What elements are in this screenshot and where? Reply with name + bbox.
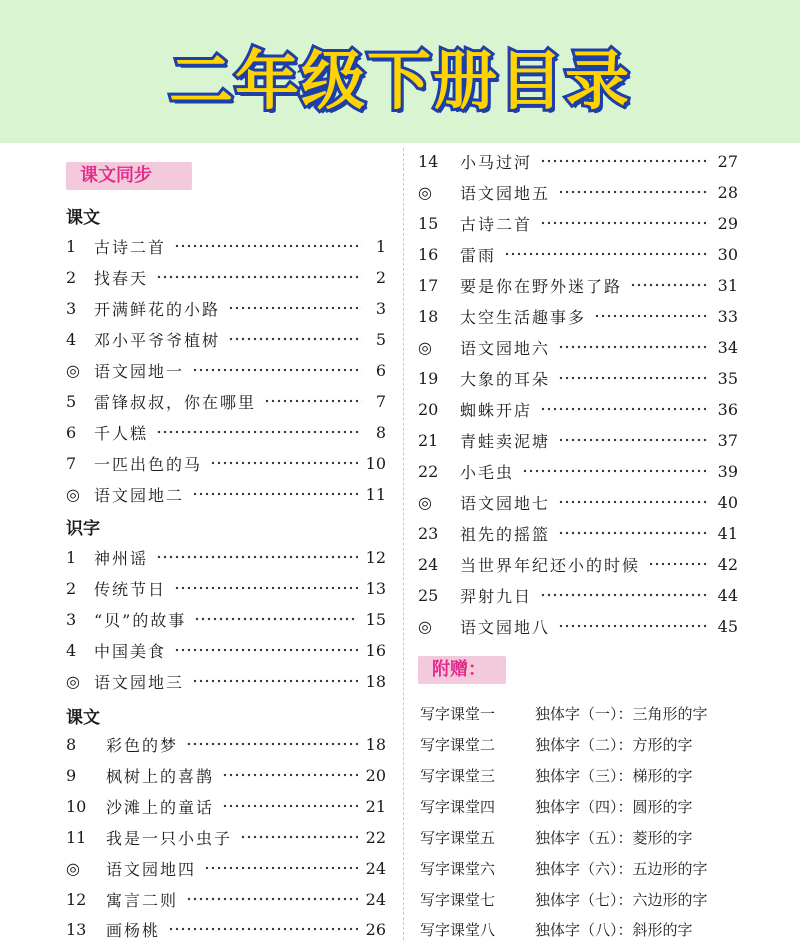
toc-row[interactable] xyxy=(418,458,738,484)
lesson-title: 画杨桃 xyxy=(106,920,161,940)
bonus-desc: 独体字（八）：斜形的字 xyxy=(535,920,693,939)
column-divider xyxy=(403,148,404,940)
leader-dots xyxy=(192,679,358,683)
bonus-desc: 独体字（一）：三角形的字 xyxy=(535,704,708,723)
leader-dots xyxy=(630,283,710,287)
page-number: 6 xyxy=(375,360,386,380)
toc-row[interactable] xyxy=(418,551,738,577)
page-number: 11 xyxy=(365,484,386,504)
leader-dots xyxy=(194,617,357,621)
toc-row[interactable] xyxy=(66,357,386,383)
toc-row[interactable] xyxy=(66,824,386,850)
lesson-title: 要是你在野外迷了路 xyxy=(460,276,623,296)
bonus-lesson: 写字课堂二 xyxy=(420,735,496,754)
page-number: 5 xyxy=(375,329,386,349)
lesson-title: 青蛙卖泥塘 xyxy=(460,431,551,451)
section-heading-kewen-1: 课文 xyxy=(66,208,100,228)
page-number: 34 xyxy=(717,337,738,357)
lesson-number: 23 xyxy=(418,523,439,543)
lesson-title: 邓小平爷爷植树 xyxy=(94,330,221,350)
lesson-number: ◎ xyxy=(418,492,432,512)
toc-row[interactable] xyxy=(418,582,738,608)
page-number: 24 xyxy=(365,889,386,909)
toc-row[interactable] xyxy=(66,481,386,507)
leader-dots xyxy=(540,407,710,411)
bonus-lesson: 写字课堂五 xyxy=(420,828,496,847)
leader-dots xyxy=(240,835,358,839)
lesson-number: ◎ xyxy=(418,337,432,357)
page-number: 22 xyxy=(365,827,386,847)
section-heading-shizi: 识字 xyxy=(66,519,100,539)
toc-row[interactable] xyxy=(66,886,386,912)
bonus-row[interactable] xyxy=(420,824,693,850)
lesson-number: 20 xyxy=(418,399,439,419)
leader-dots xyxy=(228,337,362,341)
lesson-title: 语文园地三 xyxy=(94,672,185,692)
toc-row[interactable] xyxy=(418,179,738,205)
lesson-number: 3 xyxy=(66,609,77,629)
bonus-desc: 独体字（四）：圆形的字 xyxy=(535,797,693,816)
lesson-title: 祖先的摇篮 xyxy=(460,524,551,544)
lesson-number: ◎ xyxy=(418,182,432,202)
bonus-row[interactable] xyxy=(420,855,708,881)
bonus-desc: 独体字（三）：梯形的字 xyxy=(535,766,693,785)
bonus-lesson: 写字课堂八 xyxy=(420,920,496,939)
toc-row[interactable] xyxy=(418,148,738,174)
page-number: 16 xyxy=(365,640,386,660)
page-number: 44 xyxy=(717,585,738,605)
section-heading-kewen-2: 课文 xyxy=(66,708,100,728)
page-number: 8 xyxy=(375,422,386,442)
lesson-title: 蜘蛛开店 xyxy=(460,400,533,420)
toc-row[interactable] xyxy=(418,210,738,236)
toc-row[interactable] xyxy=(66,731,386,757)
page-number: 39 xyxy=(717,461,738,481)
lesson-title: 传统节日 xyxy=(94,579,167,599)
page-number: 30 xyxy=(717,244,738,264)
lesson-number: 7 xyxy=(66,453,77,473)
leader-dots xyxy=(558,531,710,535)
lesson-number: ◎ xyxy=(66,858,80,878)
lesson-number: 2 xyxy=(66,578,77,598)
section-badge-sync: 课文同步 xyxy=(66,162,192,190)
bonus-desc: 独体字（六）：五边形的字 xyxy=(535,859,708,878)
toc-row[interactable] xyxy=(418,334,738,360)
toc-row[interactable] xyxy=(418,520,738,546)
toc-row[interactable] xyxy=(66,606,386,632)
lesson-title: 千人糕 xyxy=(94,423,149,443)
toc-row[interactable] xyxy=(66,668,386,694)
leader-dots xyxy=(264,399,362,403)
lesson-number: 19 xyxy=(418,368,439,388)
bonus-lesson: 写字课堂一 xyxy=(420,704,496,723)
lesson-title: 寓言二则 xyxy=(106,890,179,910)
page-number: 15 xyxy=(365,609,386,629)
lesson-number: 11 xyxy=(66,827,87,847)
lesson-title: 语文园地八 xyxy=(460,617,551,637)
lesson-number: 17 xyxy=(418,275,439,295)
bonus-lesson: 写字课堂七 xyxy=(420,890,496,909)
lesson-title: 中国美食 xyxy=(94,641,167,661)
toc-row[interactable] xyxy=(418,365,738,391)
leader-dots xyxy=(558,190,710,194)
page-number: 21 xyxy=(365,796,386,816)
leader-dots xyxy=(504,252,710,256)
leader-dots xyxy=(168,927,358,931)
lesson-title: 语文园地五 xyxy=(460,183,551,203)
lesson-title: 古诗二首 xyxy=(94,237,167,257)
page-number: 3 xyxy=(375,298,386,318)
lesson-title: 一匹出色的马 xyxy=(94,454,203,474)
page-number: 31 xyxy=(717,275,738,295)
toc-row[interactable] xyxy=(418,272,738,298)
lesson-title: 语文园地二 xyxy=(94,485,185,505)
bonus-lesson: 写字课堂六 xyxy=(420,859,496,878)
page-number: 12 xyxy=(365,547,386,567)
lesson-number: 22 xyxy=(418,461,439,481)
page-number: 24 xyxy=(365,858,386,878)
lesson-title: 沙滩上的童话 xyxy=(106,797,215,817)
toc-row[interactable] xyxy=(418,396,738,422)
lesson-number: 18 xyxy=(418,306,439,326)
leader-dots xyxy=(222,804,358,808)
lesson-number: 9 xyxy=(66,765,77,785)
lesson-title: 语文园地七 xyxy=(460,493,551,513)
lesson-number: 16 xyxy=(418,244,439,264)
leader-dots xyxy=(540,159,710,163)
lesson-title: 小马过河 xyxy=(460,152,533,172)
bonus-desc: 独体字（二）：方形的字 xyxy=(535,735,693,754)
toc-row[interactable] xyxy=(66,575,386,601)
lesson-title: 当世界年纪还小的时候 xyxy=(460,555,641,575)
bonus-desc: 独体字（七）：六边形的字 xyxy=(535,890,708,909)
lesson-title: “贝”的故事 xyxy=(94,610,187,630)
lesson-number: 13 xyxy=(66,919,87,939)
toc-row[interactable] xyxy=(66,793,386,819)
toc-row[interactable] xyxy=(66,326,386,352)
toc-row[interactable] xyxy=(66,419,386,445)
bonus-row[interactable] xyxy=(420,731,693,757)
lesson-title: 语文园地六 xyxy=(460,338,551,358)
toc-row[interactable] xyxy=(418,241,738,267)
leader-dots xyxy=(186,897,358,901)
page-number: 37 xyxy=(717,430,738,450)
toc-row[interactable] xyxy=(66,916,386,942)
leader-dots xyxy=(174,586,358,590)
page-number: 7 xyxy=(375,391,386,411)
leader-dots xyxy=(558,345,710,349)
lesson-title: 开满鲜花的小路 xyxy=(94,299,221,319)
toc-row[interactable] xyxy=(66,855,386,881)
leader-dots xyxy=(156,555,358,559)
leader-dots xyxy=(222,773,358,777)
page-number: 20 xyxy=(365,765,386,785)
lesson-title: 古诗二首 xyxy=(460,214,533,234)
lesson-title: 小毛虫 xyxy=(460,462,515,482)
page-number: 27 xyxy=(717,151,738,171)
page-number: 10 xyxy=(365,453,386,473)
lesson-title: 神州谣 xyxy=(94,548,149,568)
toc-row[interactable] xyxy=(66,233,386,259)
page-number: 1 xyxy=(375,236,386,256)
lesson-number: 15 xyxy=(418,213,439,233)
toc-row[interactable] xyxy=(66,295,386,321)
lesson-number: 5 xyxy=(66,391,77,411)
bonus-desc: 独体字（五）：菱形的字 xyxy=(535,828,693,847)
toc-row[interactable] xyxy=(418,613,738,639)
toc-row[interactable] xyxy=(418,303,738,329)
bonus-lesson: 写字课堂四 xyxy=(420,797,496,816)
leader-dots xyxy=(204,866,358,870)
toc-row[interactable] xyxy=(418,489,738,515)
lesson-title: 找春天 xyxy=(94,268,149,288)
bonus-row[interactable] xyxy=(420,886,708,912)
toc-row[interactable] xyxy=(418,427,738,453)
lesson-title: 语文园地一 xyxy=(94,361,185,381)
page-number: 13 xyxy=(365,578,386,598)
bonus-lesson: 写字课堂三 xyxy=(420,766,496,785)
leader-dots xyxy=(186,742,358,746)
lesson-title: 雷锋叔叔，你在哪里 xyxy=(94,392,257,412)
toc-row[interactable] xyxy=(66,762,386,788)
lesson-number: ◎ xyxy=(66,360,80,380)
leader-dots xyxy=(594,314,710,318)
lesson-number: ◎ xyxy=(66,484,80,504)
leader-dots xyxy=(228,306,362,310)
lesson-title: 枫树上的喜鹊 xyxy=(106,766,215,786)
leader-dots xyxy=(156,430,362,434)
page-number: 26 xyxy=(365,919,386,939)
page-number: 45 xyxy=(717,616,738,636)
lesson-number: 6 xyxy=(66,422,77,442)
lesson-number: 1 xyxy=(66,236,77,256)
lesson-title: 语文园地四 xyxy=(106,859,197,879)
page-number: 29 xyxy=(717,213,738,233)
page-number: 35 xyxy=(717,368,738,388)
lesson-number: 1 xyxy=(66,547,77,567)
leader-dots xyxy=(192,368,362,372)
lesson-number: 10 xyxy=(66,796,87,816)
lesson-number: 4 xyxy=(66,640,77,660)
page-number: 18 xyxy=(365,671,386,691)
leader-dots xyxy=(210,461,358,465)
bonus-row[interactable] xyxy=(420,793,693,819)
page-title: 二年级下册目录 xyxy=(169,45,631,119)
lesson-title: 羿射九日 xyxy=(460,586,533,606)
page-number: 41 xyxy=(717,523,738,543)
leader-dots xyxy=(648,562,710,566)
toc-row[interactable] xyxy=(66,637,386,663)
page-number: 28 xyxy=(717,182,738,202)
leader-dots xyxy=(174,648,358,652)
lesson-number: 25 xyxy=(418,585,439,605)
page-number: 2 xyxy=(375,267,386,287)
leader-dots xyxy=(558,438,710,442)
page-header xyxy=(0,0,800,143)
page-number: 33 xyxy=(717,306,738,326)
leader-dots xyxy=(540,593,710,597)
leader-dots xyxy=(540,221,710,225)
page-number: 36 xyxy=(717,399,738,419)
lesson-number: 12 xyxy=(66,889,87,909)
lesson-number: 4 xyxy=(66,329,77,349)
bonus-row[interactable] xyxy=(420,700,708,726)
toc-row[interactable] xyxy=(66,388,386,414)
lesson-number: ◎ xyxy=(418,616,432,636)
section-badge-bonus: 附赠： xyxy=(418,656,506,684)
lesson-number: ◎ xyxy=(66,671,80,691)
leader-dots xyxy=(174,244,362,248)
lesson-title: 太空生活趣事多 xyxy=(460,307,587,327)
lesson-title: 我是一只小虫子 xyxy=(106,828,233,848)
lesson-title: 彩色的梦 xyxy=(106,735,179,755)
lesson-title: 大象的耳朵 xyxy=(460,369,551,389)
lesson-number: 2 xyxy=(66,267,77,287)
leader-dots xyxy=(156,275,362,279)
lesson-number: 14 xyxy=(418,151,439,171)
page-number: 40 xyxy=(717,492,738,512)
page-number: 18 xyxy=(365,734,386,754)
lesson-number: 21 xyxy=(418,430,439,450)
leader-dots xyxy=(192,492,358,496)
leader-dots xyxy=(558,500,710,504)
toc-row[interactable] xyxy=(66,544,386,570)
lesson-number: 8 xyxy=(66,734,77,754)
leader-dots xyxy=(558,624,710,628)
lesson-number: 3 xyxy=(66,298,77,318)
lesson-title: 雷雨 xyxy=(460,245,497,265)
lesson-number: 24 xyxy=(418,554,439,574)
leader-dots xyxy=(522,469,710,473)
toc-row[interactable] xyxy=(66,450,386,476)
toc-row[interactable] xyxy=(66,264,386,290)
bonus-row[interactable] xyxy=(420,916,693,942)
bonus-row[interactable] xyxy=(420,762,693,788)
page-number: 42 xyxy=(717,554,738,574)
leader-dots xyxy=(558,376,710,380)
